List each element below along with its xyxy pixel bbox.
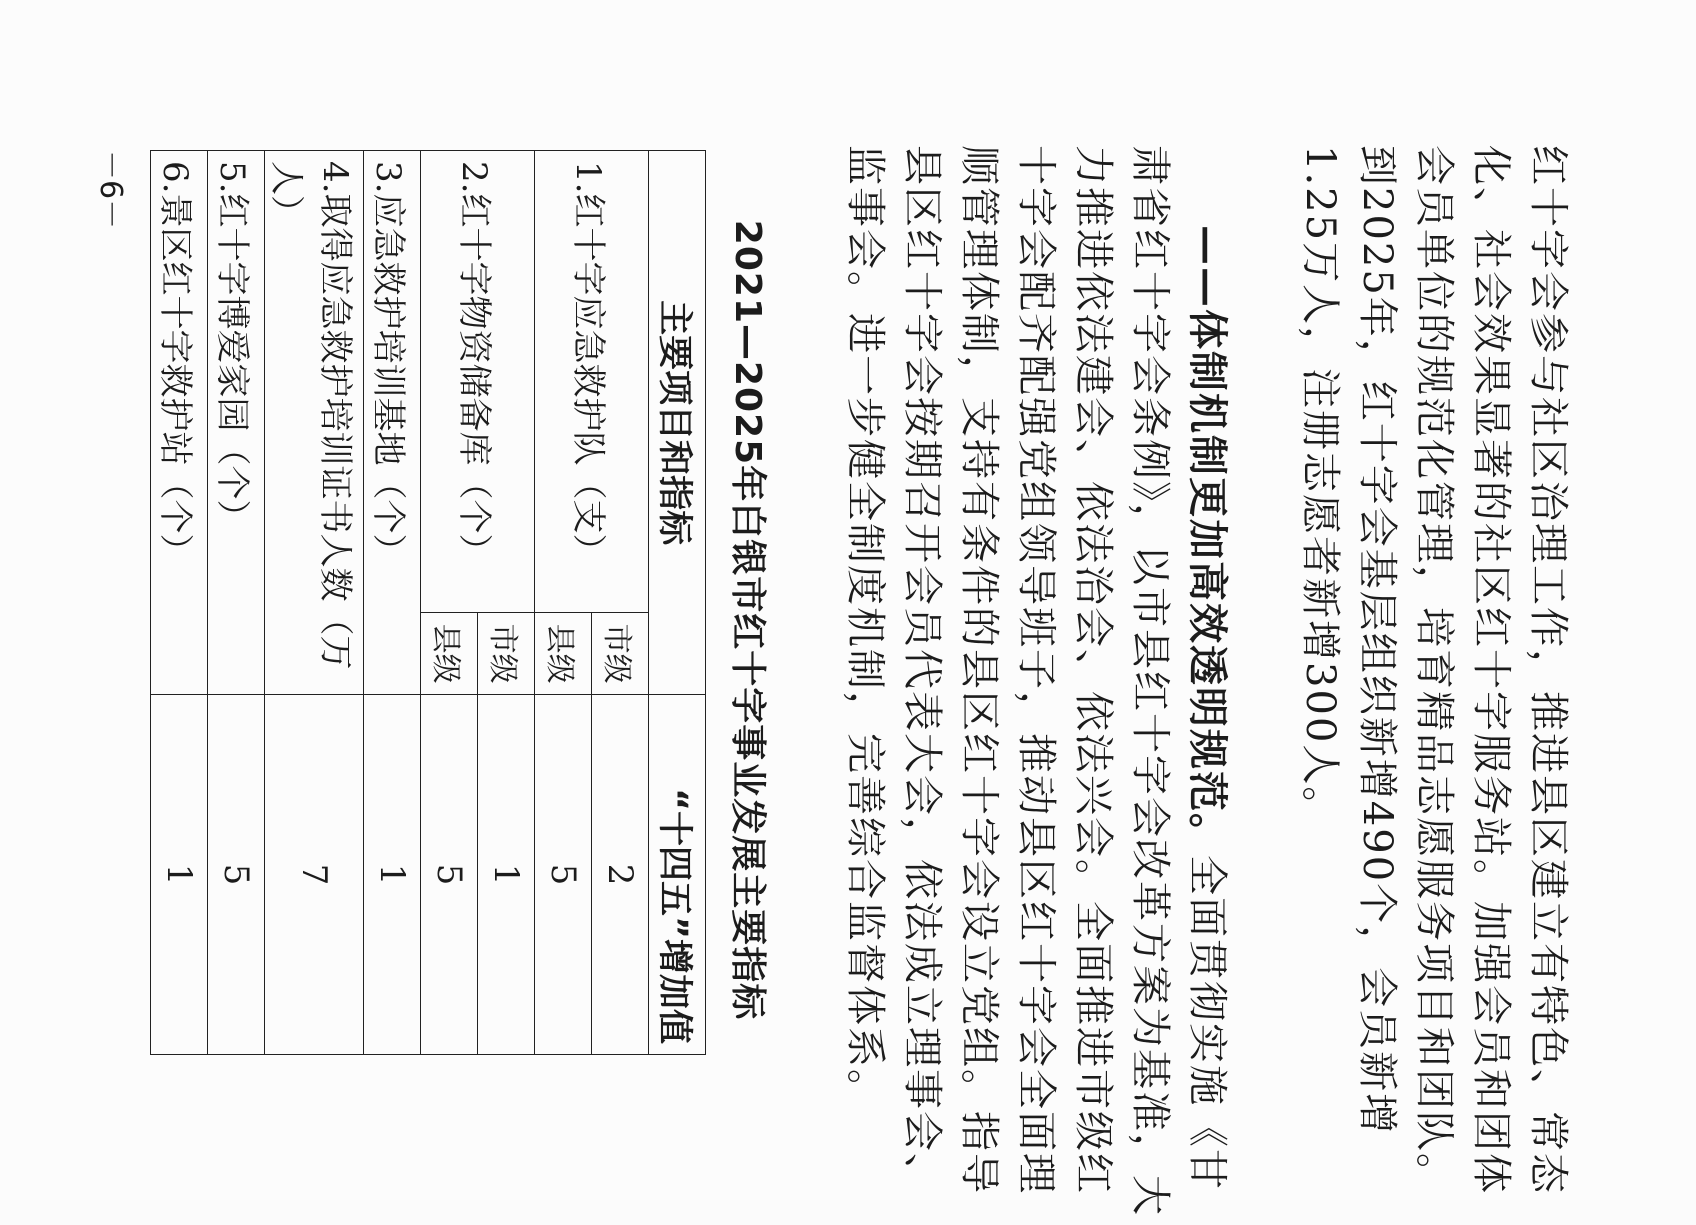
indicator-table (150, 150, 706, 1055)
row-name: 6.景区红十字救护站（个） (151, 151, 208, 695)
page-number: －6－ (93, 150, 128, 230)
row-level: 市级 (592, 613, 649, 695)
row-level: 县级 (535, 613, 592, 695)
row-level: 县级 (421, 613, 478, 695)
table-row (265, 151, 364, 1055)
row-value: 1 (151, 695, 208, 1055)
header-value: “十四五”增加值 (649, 695, 706, 1055)
row-value: 7 (265, 695, 364, 1055)
row-value: 5 (535, 695, 592, 1055)
row-name: 4.取得应急救护培训证书人数（万人） (265, 151, 364, 695)
paragraph-institutional-mechanism (836, 145, 1236, 1225)
row-name: 5.红十字博爱家园（个） (208, 151, 265, 695)
header-item: 主要项目和指标 (649, 151, 706, 695)
paragraph-body: 全面贯彻实施《甘肃省红十字会条例》，以市县红十字会改革方案为基准，大力推进依法建会、依法治会、依法兴会。全面推进市级红十字会配齐配强党组领导班子，推动县区红十字会全面理顺管理体制，支持有条件的县区红十字会设立党组。指导县区红十字会按期召开会员代表大会，依法成立理事会、监事会。进一步健全制度机制，完善综合监督体系。 (842, 145, 1230, 1217)
row-value: 1 (364, 695, 421, 1055)
row-value: 2 (592, 695, 649, 1055)
table-title: 2021—2025年白银市红十字事业发展主要指标 (727, 219, 768, 1021)
table-row (208, 151, 265, 1055)
row-name: 1.红十字应急救护队（支） (535, 151, 649, 613)
row-value: 5 (421, 695, 478, 1055)
table-row (478, 151, 535, 1055)
table-row (592, 151, 649, 1055)
table-row (364, 151, 421, 1055)
paragraph-community-governance: 红十字会参与社区治理工作，推进县区建立有特色、常态化、社会效果显著的社区红十字服务站。加强会员和团体会员单位的规范化管理，培育精品志愿服务项目和团队。到2025年，红十字会基层组织新增490个，会员新增1.25万人，注册志愿者新增300人。 (1297, 145, 1571, 1195)
table-row (151, 151, 208, 1055)
row-level: 市级 (478, 613, 535, 695)
row-name: 3.应急救护培训基地（个） (364, 151, 421, 695)
table-header-row (649, 151, 706, 1055)
row-name: 2.红十字物资储备库（个） (421, 151, 535, 613)
paragraph-heading: ——体制机制更加高效透明规范。 (1184, 225, 1231, 855)
row-value: 5 (208, 695, 265, 1055)
row-value: 1 (478, 695, 535, 1055)
